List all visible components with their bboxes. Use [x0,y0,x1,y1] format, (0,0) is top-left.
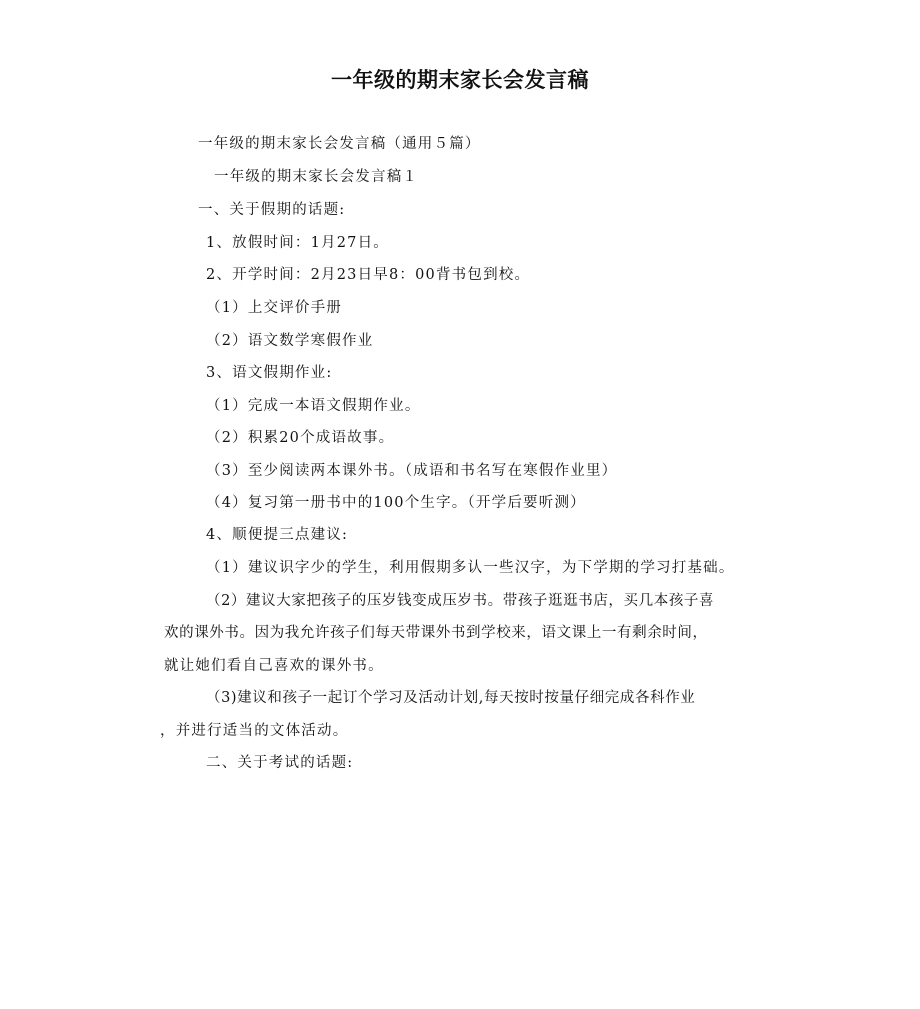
item-chinese-homework-sub3: （3）至少阅读两本课外书。（成语和书名写在寒假作业里） [206,463,618,479]
item-suggestions: 4、顺便提三点建议: [206,527,349,543]
item-chinese-homework-sub1: （1）完成一本语文假期作业。 [206,398,421,414]
item-school-start-sub2: （2）语文数学寒假作业 [206,333,374,349]
item-chinese-homework-sub2: （2）积累20个成语故事。 [206,430,395,446]
document-title: 一年级的期末家长会发言稿 [331,68,589,92]
item-school-start-sub1: （1）上交评价手册 [206,300,343,316]
item-suggestions-sub2-line1: （2）建议大家把孩子的压岁钱变成压岁书。带孩子逛逛书店，买几本孩子喜 [206,593,715,609]
item-suggestions-sub2-line2: 欢的课外书。因为我允许孩子们每天带课外书到学校来，语文课上一有剩余时间， [164,625,708,641]
item-suggestions-sub1: （1）建议识字少的学生，利用假期多认一些汉字，为下学期的学习打基础。 [206,560,735,576]
section1-heading: 一、关于假期的话题: [198,202,346,218]
item-suggestions-sub3-line2: ，并进行适当的文体活动。 [160,723,349,739]
document-subtitle: 一年级的期末家长会发言稿（通用５篇） [198,136,481,152]
item-chinese-homework: 3、语文假期作业: [206,365,333,381]
item-suggestions-sub2-line3: 就让她们看自己喜欢的课外书。 [164,658,384,674]
item-school-start: 2、开学时间：2月23日早8：00背书包到校。 [206,267,531,283]
item-vacation-time: 1、放假时间：1月27日。 [206,235,390,251]
item-chinese-homework-sub4: （4）复习第一册书中的100个生字。（开学后要听测） [206,495,586,511]
item-suggestions-sub3-line1: （3)建议和孩子一起订个学习及活动计划,每天按时按量仔细完成各科作业 [206,690,696,706]
article-heading: 一年级的期末家长会发言稿１ [214,169,419,185]
section2-heading: 二、关于考试的话题: [206,755,354,771]
